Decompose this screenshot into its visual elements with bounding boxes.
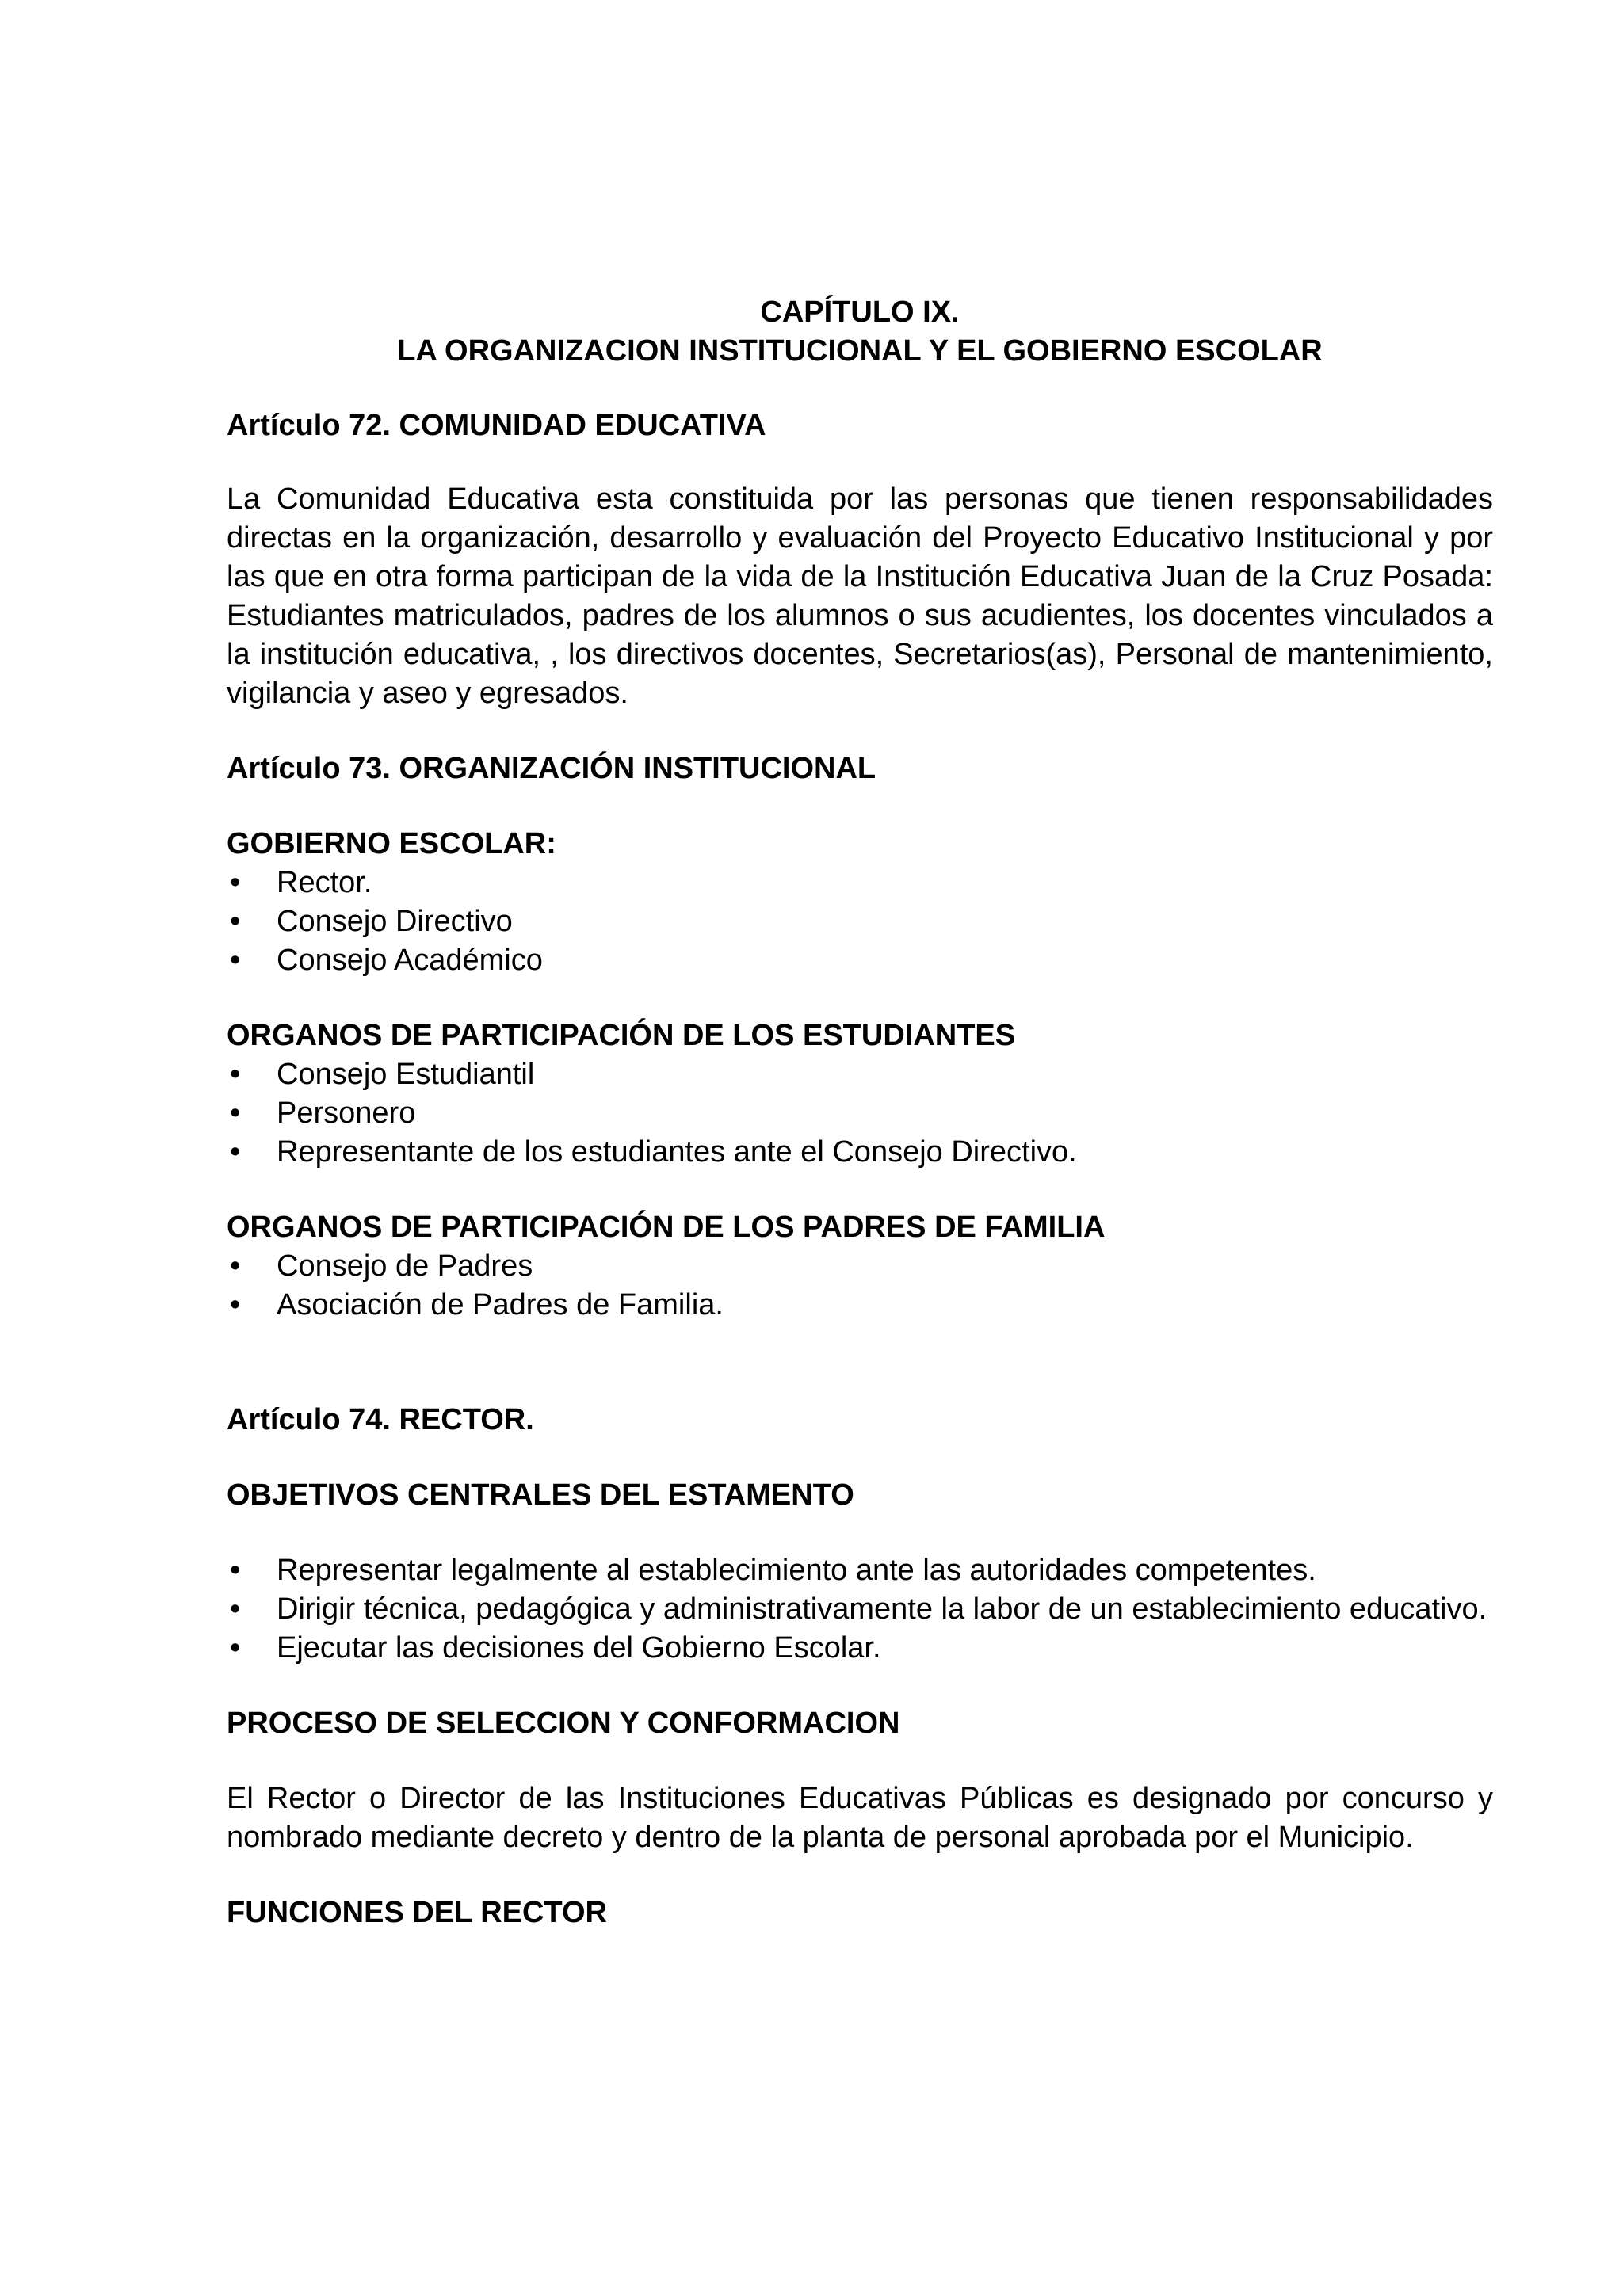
gobierno-escolar-heading: GOBIERNO ESCOLAR: — [227, 827, 556, 860]
organos-estudiantes-heading: ORGANOS DE PARTICIPACIÓN DE LOS ESTUDIANTES — [227, 1019, 1016, 1052]
article-74-heading: Artículo 74. RECTOR. — [227, 1403, 534, 1436]
organos-padres-heading: ORGANOS DE PARTICIPACIÓN DE LOS PADRES DE FAMILIA — [227, 1211, 1106, 1244]
gobierno-escolar-list — [227, 864, 1493, 980]
proceso-heading: PROCESO DE SELECCION Y CONFORMACION — [227, 1707, 900, 1740]
list-item: • Consejo Directivo — [227, 902, 1493, 941]
bullet-icon: • — [230, 866, 241, 899]
list-item: • Personero — [227, 1094, 1493, 1133]
list-item: • Representar legalmente al establecimiento ante las autoridades competentes. — [227, 1551, 1493, 1590]
list-item: • Asociación de Padres de Familia. — [227, 1286, 1493, 1325]
bullet-icon: • — [230, 1097, 241, 1130]
bullet-icon: • — [230, 1554, 241, 1587]
bullet-icon: • — [230, 1592, 241, 1626]
list-item: • Consejo Estudiantil — [227, 1055, 1493, 1094]
funciones-heading: FUNCIONES DEL RECTOR — [227, 1896, 607, 1929]
list-item: • Dirigir técnica, pedagógica y administrativamente la labor de un establecimiento educativo. — [227, 1590, 1493, 1629]
proceso-text: El Rector o Director de las Instituciones Educativas Públicas es designado por concurso y nombrado mediante decreto y dentro de la planta de personal aprobada por el Municipio. — [227, 1782, 1493, 1854]
organos-estudiantes-list — [227, 1055, 1493, 1172]
bullet-icon: • — [230, 1288, 241, 1322]
chapter-number: CAPÍTULO IX. — [760, 296, 960, 329]
bullet-icon: • — [230, 905, 241, 938]
article-72-text: La Comunidad Educativa esta constituida por las personas que tienen responsabilidades directas en la organización, desarrollo y evaluación del Proyecto Educativo Institucional y por las que en otra forma participan de la vida de la Institución Educativa Juan de la Cruz Posada: Estudiantes matriculados, padres de los alumnos o sus acudientes, los docentes vinculados a la institución educativa, , los directivos docentes, Secretarios(as), Personal de mantenimiento, vigilancia y aseo y egresados. — [227, 482, 1493, 710]
bullet-icon: • — [230, 1135, 241, 1169]
bullet-icon: • — [230, 944, 241, 977]
chapter-title-block — [227, 293, 1493, 371]
bullet-icon: • — [230, 1058, 241, 1091]
article-72-heading: Artículo 72. COMUNIDAD EDUCATIVA — [227, 409, 766, 442]
chapter-title: LA ORGANIZACION INSTITUCIONAL Y EL GOBIERNO ESCOLAR — [397, 334, 1323, 368]
list-item: • Rector. — [227, 864, 1493, 902]
bullet-icon: • — [230, 1249, 241, 1283]
list-item: • Consejo de Padres — [227, 1247, 1493, 1286]
list-item: • Representante de los estudiantes ante el Consejo Directivo. — [227, 1133, 1493, 1172]
document-page — [227, 293, 1493, 1932]
organos-padres-list — [227, 1247, 1493, 1325]
article-73-heading: Artículo 73. ORGANIZACIÓN INSTITUCIONAL — [227, 752, 876, 785]
list-item: • Consejo Académico — [227, 941, 1493, 980]
objetivos-list — [227, 1551, 1493, 1668]
bullet-icon: • — [230, 1631, 241, 1665]
list-item: • Ejecutar las decisiones del Gobierno Escolar. — [227, 1629, 1493, 1668]
objetivos-heading: OBJETIVOS CENTRALES DEL ESTAMENTO — [227, 1478, 854, 1512]
